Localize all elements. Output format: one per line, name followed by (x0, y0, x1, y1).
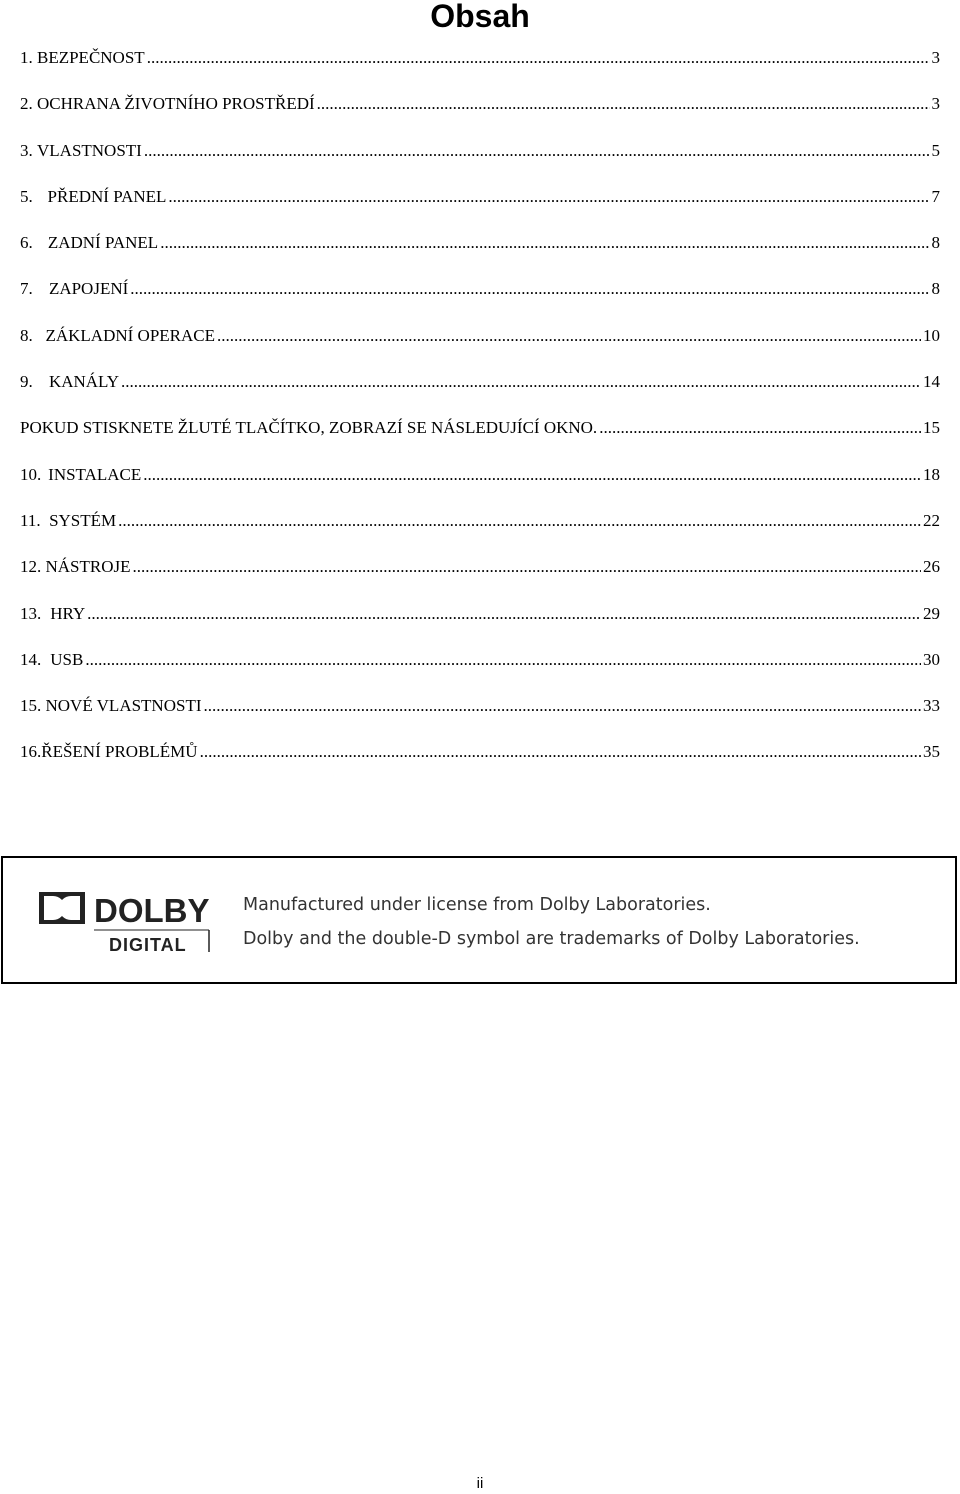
dolby-line-2: Dolby and the double-D symbol are trademarks of Dolby Laboratories. (243, 929, 860, 949)
toc-entry[interactable] (20, 692, 940, 738)
toc-entry-page: 7 (931, 186, 940, 206)
toc-leader-dots (130, 275, 929, 303)
toc-entry-label: OCHRANA ŽIVOTNÍHO PROSTŘEDÍ (37, 94, 315, 114)
toc-entry-page: 18 (923, 464, 940, 484)
toc-entry[interactable] (20, 183, 940, 229)
toc-entry[interactable] (20, 368, 940, 414)
toc-entry-page: 22 (923, 510, 940, 530)
toc-leader-dots (118, 507, 921, 535)
toc-entry-label: VLASTNOSTI (37, 140, 142, 160)
dolby-license-text (243, 888, 860, 956)
toc-entry[interactable] (20, 507, 940, 553)
toc-entry[interactable] (20, 553, 940, 599)
toc-entry-page: 29 (923, 603, 940, 623)
toc-entry-page: 5 (931, 140, 940, 160)
toc-entry-page: 26 (923, 557, 940, 577)
toc-entry-label: ZADNÍ PANEL (47, 233, 159, 253)
toc-leader-dots (144, 137, 930, 165)
toc-leader-dots (160, 229, 929, 257)
toc-entry-number: 3. (20, 140, 37, 160)
toc-entry[interactable] (20, 44, 940, 90)
toc-entry-number: 15. (20, 696, 46, 716)
toc-entry-label: ZAPOJENÍ (48, 279, 129, 299)
toc-entry[interactable] (20, 414, 940, 460)
toc-entry-label: ZÁKLADNÍ OPERACE (45, 325, 216, 345)
toc-leader-dots (599, 414, 921, 442)
toc-leader-dots (147, 44, 930, 72)
toc-entry[interactable] (20, 90, 940, 136)
toc-entry-label: NÁSTROJE (45, 557, 131, 577)
dolby-logo-word: DOLBY (94, 892, 210, 929)
toc-entry-page: 15 (923, 418, 940, 438)
table-of-contents (20, 44, 940, 785)
toc-entry-number: 16. (20, 742, 42, 762)
toc-entry-number: 2. (20, 94, 37, 114)
toc-entry-label: HRY (50, 603, 86, 623)
toc-leader-dots (200, 738, 921, 766)
toc-leader-dots (85, 646, 921, 674)
toc-entry[interactable] (20, 600, 940, 646)
toc-entry-page: 3 (931, 48, 940, 67)
toc-entry-page: 8 (931, 279, 940, 299)
toc-entry-page: 10 (923, 325, 940, 345)
toc-leader-dots (317, 90, 930, 118)
toc-leader-dots (121, 368, 921, 396)
toc-entry-label: SYSTÉM (49, 510, 117, 530)
toc-leader-dots (143, 461, 921, 489)
toc-entry-label: INSTALACE (48, 464, 142, 484)
toc-entry-number: 14. (20, 649, 42, 669)
toc-entry-number: 6. (20, 233, 33, 253)
toc-entry-label: KANÁLY (48, 372, 120, 392)
toc-entry-label: USB (50, 649, 84, 669)
toc-leader-dots (133, 553, 921, 581)
dolby-license-box (1, 856, 957, 984)
toc-entry-number: 11. (20, 510, 41, 530)
toc-entry-label: ŘEŠENÍ PROBLÉMŮ (41, 742, 198, 762)
toc-entry-label: POKUD STISKNETE ŽLUTÉ TLAČÍTKO, ZOBRAZÍ SE NÁSLEDUJÍCÍ OKNO. (20, 418, 598, 438)
toc-entry[interactable] (20, 461, 940, 507)
toc-entry-page: 14 (923, 372, 940, 392)
page-title: Obsah (430, 0, 530, 34)
toc-leader-dots (217, 322, 921, 350)
toc-entry-label: NOVÉ VLASTNOSTI (45, 696, 202, 716)
toc-entry-page: 3 (931, 94, 940, 114)
dolby-digital-logo (39, 890, 219, 960)
toc-entry[interactable] (20, 646, 940, 692)
toc-entry[interactable] (20, 137, 940, 183)
toc-entry-number: 12. (20, 557, 46, 577)
toc-entry-label: PŘEDNÍ PANEL (47, 186, 167, 206)
toc-entry-page: 30 (923, 649, 940, 669)
toc-entry-page: 33 (923, 696, 940, 716)
toc-entry[interactable] (20, 738, 940, 784)
dolby-logo-sub: DIGITAL (109, 935, 187, 955)
toc-entry[interactable] (20, 275, 940, 321)
toc-entry-number: 5. (20, 186, 33, 206)
toc-entry-page: 8 (931, 233, 940, 253)
toc-entry[interactable] (20, 322, 940, 368)
toc-entry-number: 9. (20, 372, 33, 392)
toc-entry-number: 8. (20, 325, 33, 345)
toc-leader-dots (87, 600, 921, 628)
toc-entry-number: 7. (20, 279, 33, 299)
toc-leader-dots (204, 692, 922, 720)
dolby-line-1: Manufactured under license from Dolby Laboratories. (243, 895, 711, 915)
toc-leader-dots (168, 183, 929, 211)
toc-entry-number: 10. (20, 464, 42, 484)
toc-entry-page: 35 (923, 742, 940, 762)
page-number: ii (476, 1475, 484, 1492)
toc-entry-number: 13. (20, 603, 42, 623)
toc-entry[interactable] (20, 229, 940, 275)
toc-entry-number: 1. (20, 48, 37, 67)
toc-entry-label: BEZPEČNOST (37, 48, 145, 67)
